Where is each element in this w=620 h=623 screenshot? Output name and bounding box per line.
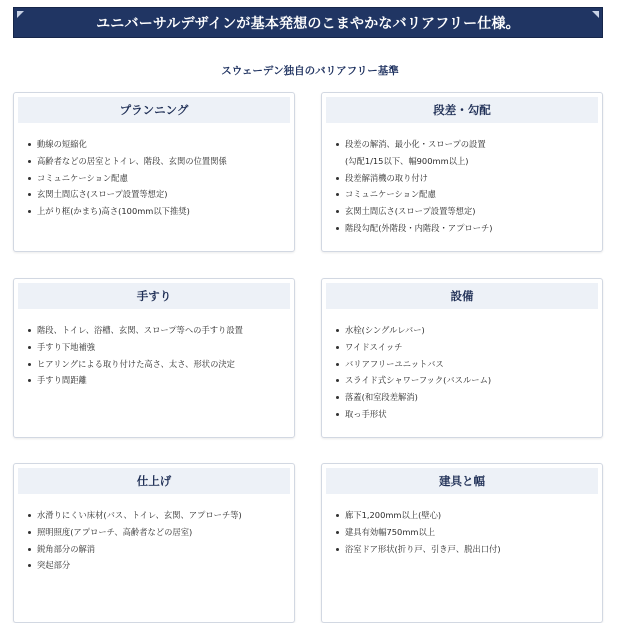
corner-ornament-icon xyxy=(17,11,24,18)
list-item: 照明照度(アプローチ、高齢者などの居室) xyxy=(28,524,294,541)
card-fittings-widths xyxy=(321,463,603,623)
list-item: バリアフリーユニットバス xyxy=(336,356,602,373)
section-subtitle: スウェーデン独自のバリアフリー基準 xyxy=(221,65,399,77)
list-item: 動線の短縮化 xyxy=(28,136,294,153)
card-list xyxy=(322,322,602,423)
list-item: 取っ手形状 xyxy=(336,406,602,423)
list-item: コミュニケーション配慮 xyxy=(336,186,602,203)
list-item: 階段、トイレ、浴槽、玄関、スロープ等への手すり設置 xyxy=(28,322,294,339)
list-item: 階段勾配(外階段・内階段・アプローチ) xyxy=(336,220,602,237)
list-item: 手すり下地補強 xyxy=(28,339,294,356)
card-steps-slopes xyxy=(321,92,603,252)
card-list xyxy=(322,507,602,557)
list-item: (勾配1/15以下、幅900mm以上) xyxy=(345,155,469,166)
banner-title: ユニバーサルデザインが基本発想のこまやかなバリアフリー仕様。 xyxy=(96,15,520,32)
card-title: 仕上げ xyxy=(18,468,290,494)
list-item: 段差の解消、最小化・スロープの設置 xyxy=(336,136,602,153)
corner-ornament-icon xyxy=(592,11,599,18)
list-item: 建具有効幅750mm以上 xyxy=(336,524,602,541)
card-title: 建具と幅 xyxy=(326,468,598,494)
header-banner xyxy=(13,7,603,38)
card-equipment xyxy=(321,278,603,438)
list-item: 突起部分 xyxy=(28,557,294,574)
card-planning xyxy=(13,92,295,252)
list-item: 水栓(シングルレバー) xyxy=(336,322,602,339)
card-list xyxy=(14,136,294,220)
list-item: 手すり間距離 xyxy=(28,372,294,389)
list-item: 段差解消機の取り付け xyxy=(336,170,602,187)
list-item: 玄関土間広さ(スロープ設置等想定) xyxy=(336,203,602,220)
list-item: コミュニケーション配慮 xyxy=(28,170,294,187)
list-item: ヒアリングによる取り付けた高さ、太さ、形状の決定 xyxy=(28,356,294,373)
card-title: プランニング xyxy=(18,97,290,123)
card-list xyxy=(322,136,602,237)
card-title: 段差・勾配 xyxy=(326,97,598,123)
card-title: 設備 xyxy=(326,283,598,309)
list-item: 鋭角部分の解消 xyxy=(28,541,294,558)
list-item: 浴室ドア形状(折り戸、引き戸、脱出口付) xyxy=(336,541,602,558)
card-list xyxy=(14,322,294,389)
list-item: ワイドスイッチ xyxy=(336,339,602,356)
card-finishes xyxy=(13,463,295,623)
card-list xyxy=(14,507,294,574)
list-item: 上がり框(かまち)高さ(100mm以下推奨) xyxy=(28,203,294,220)
list-item: 落蓋(和室段差解消) xyxy=(336,389,602,406)
list-item: 玄関土間広さ(スロープ設置等想定) xyxy=(28,186,294,203)
list-item: スライド式シャワーフック(バスルーム) xyxy=(336,372,602,389)
card-handrails xyxy=(13,278,295,438)
card-title: 手すり xyxy=(18,283,290,309)
list-item: 高齢者などの居室とトイレ、階段、玄関の位置関係 xyxy=(28,153,294,170)
list-item: 水滑りにくい床材(バス、トイレ、玄関、アプローチ等) xyxy=(28,507,294,524)
list-item: 廊下1,200mm以上(壁心) xyxy=(336,507,602,524)
